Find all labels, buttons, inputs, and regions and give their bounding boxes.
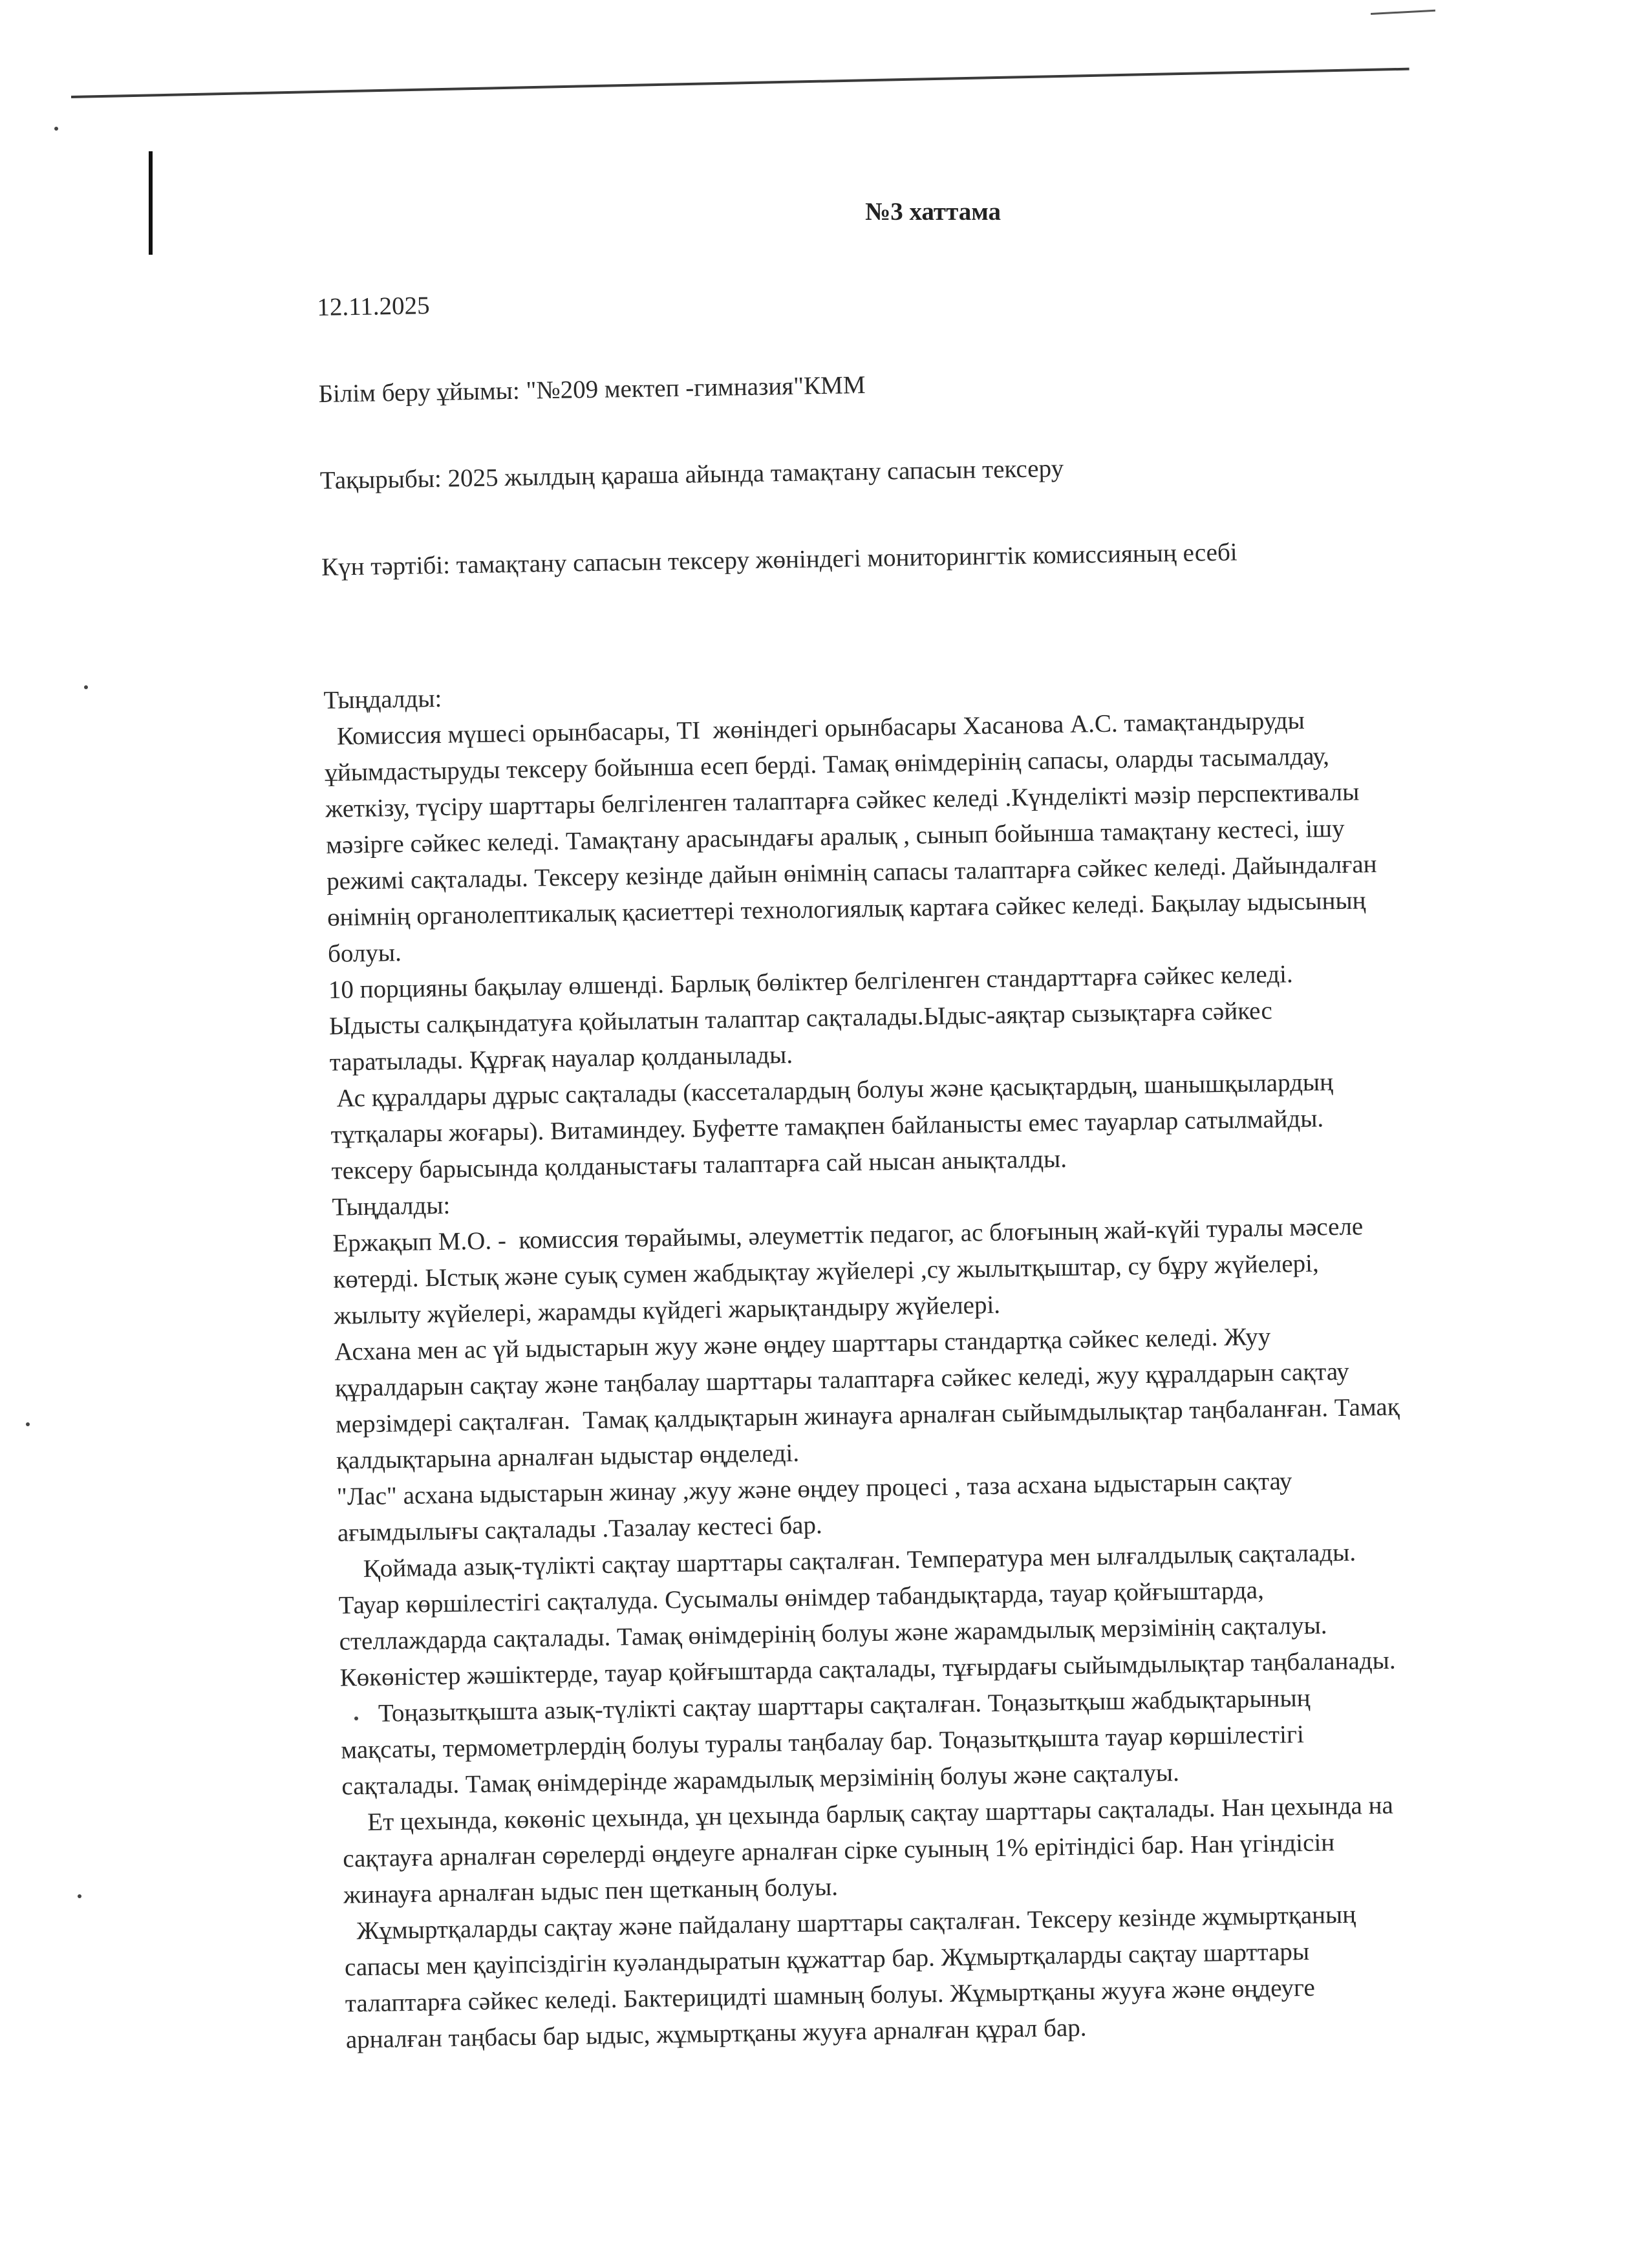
- scanned-page-corner-edge: [1371, 10, 1435, 15]
- text-line: Тоңазытқышта азық-түлікті сақтау шарттары сақталған. Тоңазытқыш жабдықтарының: [340, 1684, 1311, 1728]
- text-line: арналған таңбасы бар ыдыс, жұмыртқаны жууға арналған құрал бар.: [345, 2013, 1087, 2054]
- text-line: талаптарға сәйкес келеді. Бактерицидті шамның болуы. Жұмыртқаны жууға және өңдеуге: [345, 1973, 1316, 2018]
- text-line: қалдықтарына арналған ыдыстар өңделеді.: [336, 1439, 800, 1475]
- text-line: мәзірге сәйкес келеді. Тамақтану арасындағы аралық , сынып бойынша тамақтану кестесі, ішу: [325, 814, 1345, 859]
- text-line: мерзімдері сақталған. Тамақ қалдықтарын жинауға арналған сыйымдылықтар таңбаланған. Тамақ: [335, 1393, 1400, 1439]
- text-line: болуы.: [327, 938, 402, 968]
- text-line: Тыңдалды:: [323, 684, 442, 714]
- text-line: Асхана мен ас үй ыдыстарын жуу және өңдеу шарттары стандартқа сәйкес келеді. Жуу: [334, 1322, 1271, 1366]
- text-line: Ас құралдары дұрыс сақталады (кассеталардың болуы және қасықтардың, шанышқылардың: [330, 1068, 1334, 1113]
- text-line: Ет цехында, көкөніс цехында, ұн цехында барлық сақтау шарттары сақталады. Нан цехында на: [341, 1791, 1394, 1837]
- text-line: жеткізу, түсіру шарттары белгіленген талаптарға сәйкес келеді .Күнделікті мәзір перспективалы: [325, 778, 1360, 823]
- scanned-page-top-edge: [71, 68, 1409, 98]
- text-line: тексеру барысында қолданыстағы талаптарға сай нысан анықталды.: [331, 1144, 1067, 1185]
- text-line: Комиссия мүшесі орынбасары, ТІ жөніндегі орынбасары Хасанова А.С. тамақтандыруды: [324, 706, 1305, 751]
- document-body: [317, 268, 1650, 2059]
- text-line: жылыту жүйелері, жарамды күйдегі жарықтандыру жүйелері.: [333, 1290, 1001, 1330]
- text-line: таратылады. Құрғақ науалар қолданылады.: [329, 1040, 793, 1076]
- scan-speck: [84, 685, 88, 689]
- text-line: ұйымдастыруды тексеру бойынша есеп берді. Тамақ өнімдерінің сапасы, оларды тасымалдау,: [325, 742, 1330, 787]
- text-line: Ыдысты салқындатуға қойылатын талаптар сақталады.Ыдыс-аяқтар сызықтарға сәйкес: [328, 996, 1273, 1040]
- text-line: 10 порцияны бақылау өлшенді. Барлық бөліктер белгіленген стандарттарға сәйкес келеді.: [328, 960, 1294, 1004]
- text-line: құралдарын сақтау және таңбалау шарттары талаптарға сәйкес келеді, жуу құралдарын сақтау: [334, 1357, 1349, 1402]
- text-line: Тауар көршілестігі сақталуда. Сусымалы өнімдер табандықтарда, тауар қойғыштарда,: [338, 1576, 1265, 1620]
- scan-speck: [54, 127, 58, 131]
- document-date: 12.11.2025: [317, 292, 430, 321]
- text-line: жинауға арналған ыдыс пен щетканың болуы.: [343, 1872, 839, 1909]
- text-line: Ержақып М.О. - комиссия төрайымы, әлеуметтік педагог, ас блоғының жай-күйі туралы мәселе: [332, 1212, 1364, 1257]
- text-line: сақтауға арналған сөрелерді өңдеуге арналған сірке суының 1% ерітіндісі бар. Нан үгіндісін: [342, 1828, 1335, 1873]
- text-line: "Лас" асхана ыдыстарын жинау ,жуу және өңдеу процесі , таза асхана ыдыстарын сақтау: [336, 1467, 1292, 1511]
- agenda-line: Күн тәртібі: тамақтану сапасын тексеру жөніндегі мониторингтік комиссияның есебі: [321, 538, 1238, 581]
- scan-speck: [26, 1422, 30, 1426]
- text-line: Көкөністер жәшіктерде, тауар қойғыштарда сақталады, тұғырдағы сыйымдылықтар таңбаланады.: [339, 1646, 1396, 1692]
- text-line: Жұмыртқаларды сақтау және пайдалану шарттары сақталған. Тексеру кезінде жұмыртқаның: [343, 1900, 1356, 1945]
- text-line: тұтқалары жоғары). Витаминдеу. Буфетте тамақпен байланысты емес тауарлар сатылмайды.: [330, 1104, 1324, 1149]
- topic-line: Тақырыбы: 2025 жылдың қараша айында тамақтану сапасын тексеру: [319, 454, 1064, 495]
- scan-speck: [78, 1894, 81, 1898]
- text-line: режимі сақталады. Тексеру кезінде дайын өнімнің сапасы талаптарға сәйкес келеді. Дайындалған: [326, 850, 1377, 895]
- text-line: сапасы мен қауіпсіздігін куәландыратын құжаттар бар. Жұмыртқаларды сақтау шарттары: [344, 1937, 1310, 1982]
- document-title: №3 хаттама: [865, 198, 1002, 226]
- text-line: ағымдылығы сақталады .Тазалау кестесі бар.: [337, 1511, 822, 1547]
- margin-pen-mark: [149, 151, 153, 255]
- text-line: өнімнің органолептикалық қасиеттері технологиялық картаға сәйкес келеді. Бақылау ыдысының: [327, 886, 1366, 932]
- organization-line: Білім беру ұйымы: "№209 мектеп -гимназия"КММ: [318, 370, 866, 408]
- text-line: Тыңдалды:: [332, 1191, 451, 1221]
- text-line: мақсаты, термометрлердің болуы туралы таңбалау бар. Тоңазытқышта тауар көршілестігі: [341, 1720, 1305, 1764]
- text-line: Қоймада азық-түлікті сақтау шарттары сақталған. Температура мен ылғалдылық сақталады.: [338, 1538, 1356, 1583]
- minutes-text: [323, 661, 1650, 2059]
- text-line: стеллаждарда сақталады. Тамақ өнімдерінің болуы және жарамдылық мерзімінің сақталуы.: [339, 1611, 1327, 1656]
- text-line: көтерді. Ыстық және суық сумен жабдықтау жүйелері ,су жылытқыштар, су бұру жүйелері,: [333, 1249, 1320, 1294]
- text-line: сақталады. Тамақ өнімдерінде жарамдылық мерзімінің болуы және сақталуы.: [341, 1759, 1180, 1801]
